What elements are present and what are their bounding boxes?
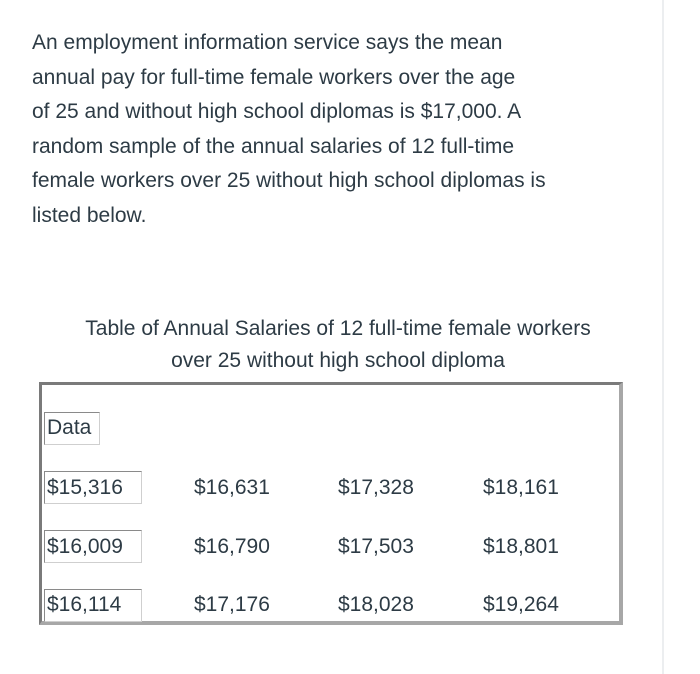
table-cell: $17,328 <box>338 476 414 499</box>
table-cell: $19,264 <box>483 593 559 616</box>
statement-line: random sample of the annual salaries of 12 full-time <box>32 134 515 158</box>
table-cell: $16,631 <box>194 476 270 499</box>
statement-line: of 25 and without high school diplomas is $17,000. A <box>32 100 522 124</box>
table-cell: $15,316 <box>47 476 123 499</box>
table-cell: $16,790 <box>194 535 270 558</box>
right-divider <box>662 0 664 674</box>
statement-line: annual pay for full-time female workers over the age <box>32 65 516 89</box>
table-cell: $17,503 <box>338 535 414 558</box>
caption-line: Table of Annual Salaries of 12 full-time female workers <box>85 317 591 340</box>
table-cell: $16,114 <box>47 593 122 616</box>
table-caption <box>28 313 648 377</box>
table-cell: $18,161 <box>483 476 559 499</box>
table-cell: $18,801 <box>483 535 559 558</box>
table-cell: $17,176 <box>194 593 270 616</box>
table-header: Data <box>47 416 92 439</box>
statement-line: An employment information service says the mean <box>32 31 503 54</box>
caption-line: over 25 without high school diploma <box>171 349 505 372</box>
salary-table <box>39 382 623 625</box>
statement-line: listed below. <box>32 203 147 227</box>
table-cell: $18,028 <box>338 593 414 616</box>
problem-statement <box>32 26 652 234</box>
table-cell: $16,009 <box>47 535 123 558</box>
statement-line: female workers over 25 without high school diplomas is <box>32 169 546 193</box>
